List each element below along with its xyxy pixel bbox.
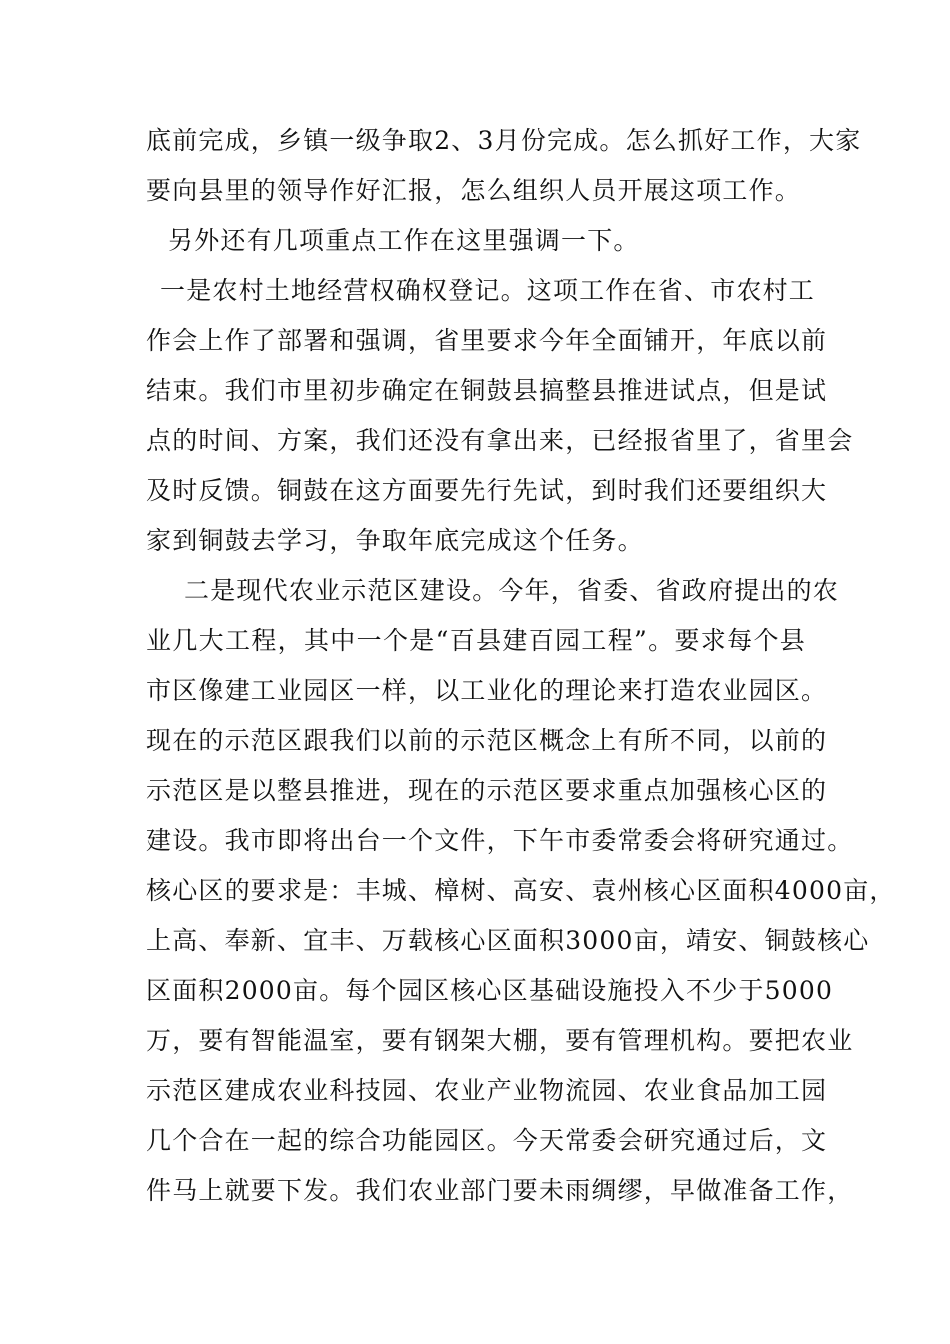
- text-line: 几个合在一起的综合功能园区。今天常委会研究通过后，文: [146, 1126, 828, 1155]
- text-line: 二是现代农业示范区建设。今年，省委、省政府提出的农: [184, 576, 840, 605]
- text-line: 上高、奉新、宜丰、万载核心区面积3000亩，靖安、铜鼓核心: [146, 926, 870, 955]
- text-line: 核心区的要求是：丰城、樟树、高安、袁州核心区面积4000亩，: [146, 876, 896, 905]
- text-line: 底前完成，乡镇一级争取2、3月份完成。怎么抓好工作，大家: [146, 126, 862, 155]
- text-line: 另外还有几项重点工作在这里强调一下。: [168, 226, 640, 255]
- text-line: 一是农村土地经营权确权登记。这项工作在省、市农村工: [160, 276, 816, 305]
- text-line: 示范区建成农业科技园、农业产业物流园、农业食品加工园: [146, 1076, 828, 1105]
- text-line: 万，要有智能温室，要有钢架大棚，要有管理机构。要把农业: [146, 1026, 854, 1055]
- text-line: 建设。我市即将出台一个文件，下午市委常委会将研究通过。: [146, 826, 854, 855]
- text-line: 件马上就要下发。我们农业部门要未雨绸缪，早做准备工作，: [146, 1176, 854, 1205]
- text-line: 示范区是以整县推进，现在的示范区要求重点加强核心区的: [146, 776, 828, 805]
- text-line: 市区像建工业园区一样，以工业化的理论来打造农业园区。: [146, 676, 828, 705]
- text-line: 家到铜鼓去学习，争取年底完成这个任务。: [146, 526, 644, 555]
- text-line: 结束。我们市里初步确定在铜鼓县搞整县推进试点，但是试: [146, 376, 828, 405]
- text-line: 要向县里的领导作好汇报，怎么组织人员开展这项工作。: [146, 176, 802, 205]
- text-line: 业几大工程，其中一个是“百县建百园工程”。要求每个县: [146, 626, 806, 655]
- text-line: 作会上作了部署和强调，省里要求今年全面铺开，年底以前: [146, 326, 828, 355]
- text-line: 现在的示范区跟我们以前的示范区概念上有所不同，以前的: [146, 726, 828, 755]
- text-line: 点的时间、方案，我们还没有拿出来，已经报省里了，省里会: [146, 426, 854, 455]
- text-line: 区面积2000亩。每个园区核心区基础设施投入不少于5000: [146, 976, 834, 1005]
- document-body: [146, 116, 896, 1216]
- text-line: 及时反馈。铜鼓在这方面要先行先试，到时我们还要组织大: [146, 476, 828, 505]
